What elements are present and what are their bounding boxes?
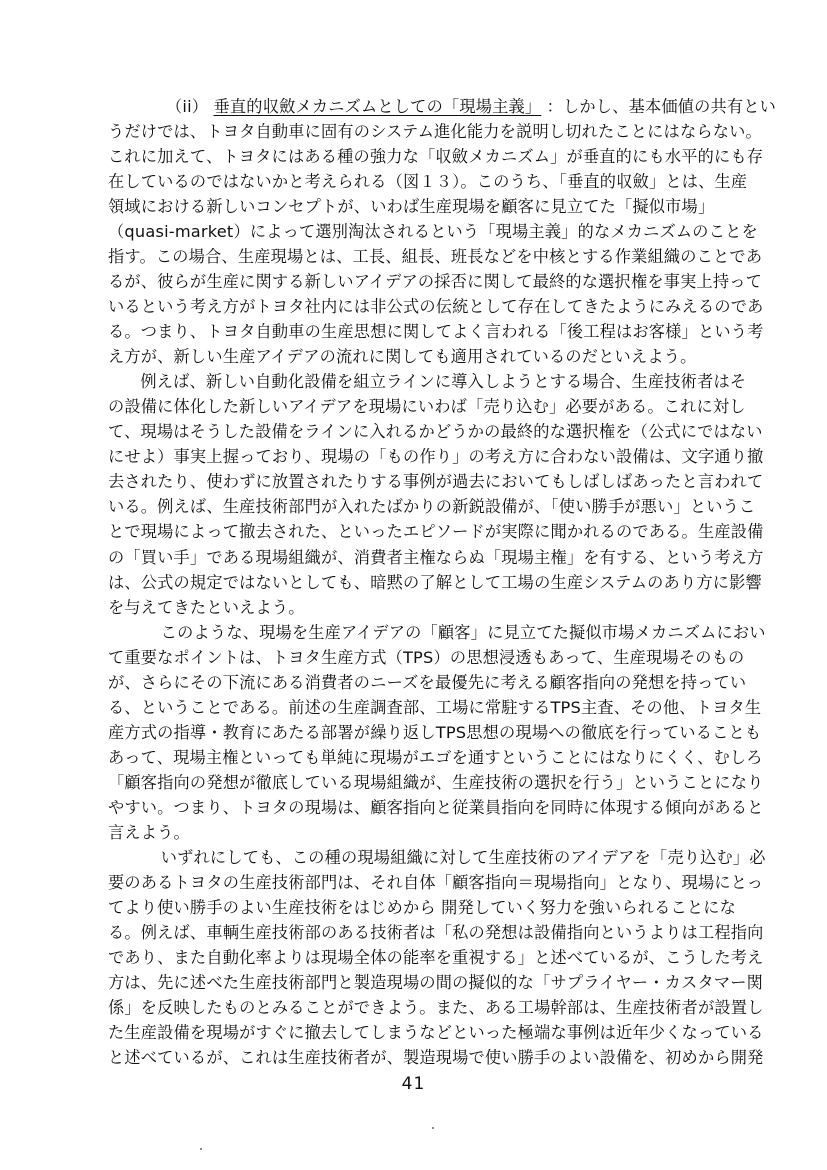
- body-line: は、公式の規定ではないとしても、暗黙の了解として工場の生産システムのあり方に影響: [108, 572, 762, 592]
- body-line: あって、現場主権といっても単純に現場がエゴを通すということにはなりにくく、むしろ: [108, 747, 763, 767]
- body-line: 産方式の指導・教育にあたる部署が繰り返しTPS思想の現場への徹底を行っていることも: [108, 722, 762, 742]
- body-line: やすい。つまり、トヨタの現場は、顧客指向と従業員指向を同時に体現する傾向があると: [108, 797, 764, 817]
- body-line: 領域における新しいコンセプトが、いわば生産現場を顧客に見立てた「擬似市場」: [108, 197, 715, 217]
- body-line: （quasi-market）によって選別淘汰されるという「現場主義」的なメカニズムのことを: [108, 222, 758, 242]
- body-line: 係」を反映したものとみることができよう。また、ある工場幹部は、生産技術者が設置し: [108, 997, 764, 1017]
- body-line: る。つまり、トヨタ自動車の生産思想に関してよく言われる「後工程はお客様」という考: [108, 322, 764, 342]
- body-line: 「顧客指向の発想が徹底している現場組織が、生産技術の選択を行う」ということになり: [108, 772, 764, 792]
- heading-title: 垂直的収斂メカニズムとしての「現場主義」: [213, 97, 542, 116]
- body-line: て、現場はそうした設備をラインに入れるかどうかの最終的な選択権を（公式にではない: [108, 422, 763, 442]
- body-line: の「買い手」である現場組織が、消費者主権ならぬ「現場主権」を有する、という考え方: [108, 547, 764, 567]
- body-line: にせよ）事実上握っており、現場の「もの作り」の考え方に合わない設備は、文字通り撤: [108, 447, 764, 467]
- body-line: を与えてきたといえよう。: [108, 597, 305, 617]
- body-line: とで現場によって撤去された、といったエピソードが実際に聞かれるのである。生産設備: [108, 522, 764, 542]
- body-line: 在しているのではないかと考えられる（図１３）。このうち、「垂直的収斂」とは、生産: [108, 172, 748, 192]
- body-line: であり、また自動化率よりは現場全体の能率を重視する」と述べているが、こうした考え: [108, 947, 764, 967]
- paragraph-start-line: いずれにしても、この種の現場組織に対して生産技術のアイデアを「売り込む」必: [128, 847, 766, 867]
- body-line: 方は、先に述べた生産技術部門と製造現場の間の擬似的な「サプライヤー・カスタマー関: [108, 972, 764, 992]
- body-line: 指す。この場合、生産現場とは、工長、組長、班長などを中核とする作業組織のことであ: [108, 247, 763, 267]
- heading-number: （ii）: [166, 97, 209, 116]
- body-line: これに加えて、トヨタにはある種の強力な「収斂メカニズム」が垂直的にも水平的にも存: [108, 147, 764, 167]
- paragraph-start-line: 例えば、新しい自動化設備を組立ラインに導入しようとする場合、生産技術者はそ: [124, 372, 747, 392]
- scan-speck: [432, 1127, 434, 1129]
- body-line: るが、彼らが生産に関する新しいアイデアの採否に関して最終的な選択権を事実上持って: [108, 272, 763, 292]
- body-line: た生産設備を現場がすぐに撤去してしまうなどといった極端な事例は近年少くなっている: [108, 1022, 764, 1042]
- body-line: 言えよう。: [108, 822, 190, 842]
- body-line: が、さらにその下流にある消費者のニーズを最優先に考える顧客指向の発想を持ってい: [108, 672, 747, 692]
- section-heading-line: [166, 94, 778, 119]
- body-line: うだけでは、トヨタ自動車に固有のシステム進化能力を説明し切れたことにはならない。: [108, 122, 762, 141]
- body-line: と述べているが、これは生産技術者が、製造現場で使い勝手のよい設備を、初めから開発: [108, 1048, 764, 1067]
- body-line: の設備に体化した新しいアイデアを現場にいわば「売り込む」必要がある。これに対し: [108, 397, 746, 417]
- paragraph-start-line: このような、現場を生産アイデアの「顧客」に見立てた擬似市場メカニズムにおい: [128, 622, 766, 642]
- body-line: 去されたり、使わずに放置されたりする事例が過去においてもしばしばあったと言われて: [108, 472, 764, 492]
- body-line: る、ということである。前述の生産調査部、工場に常駐するTPS主査、その他、トヨタ生: [108, 697, 762, 717]
- heading-continuation: ：しかし、基本価値の共有とい: [546, 97, 777, 116]
- body-line: え方が、新しい生産アイデアの流れに関しても適用されているのだといえよう。: [108, 347, 697, 367]
- body-line: てより使い勝手のよい生産技術をはじめから 開発していく努力を強いられることにな: [108, 897, 737, 917]
- scan-speck: [200, 1148, 202, 1150]
- body-line: いる。例えば、生産技術部門が入れたばかりの新鋭設備が、「使い勝手が悪い」というこ: [108, 497, 756, 517]
- body-line: 要のあるトヨタの生産技術部門は、それ自体「顧客指向＝現場指向」となり、現場にとっ: [108, 872, 764, 892]
- page-number: 41: [401, 1074, 426, 1094]
- body-line: いるという考え方がトヨタ社内には非公式の伝統として存在してきたようにみえるのであ: [108, 297, 764, 317]
- body-line: る。例えば、車輌生産技術部のある技術者は「私の発想は設備指向というよりは工程指向: [108, 922, 764, 942]
- body-line: て重要なポイントは、トヨタ生産方式（TPS）の思想浸透もあって、生産現場そのもの: [108, 647, 745, 667]
